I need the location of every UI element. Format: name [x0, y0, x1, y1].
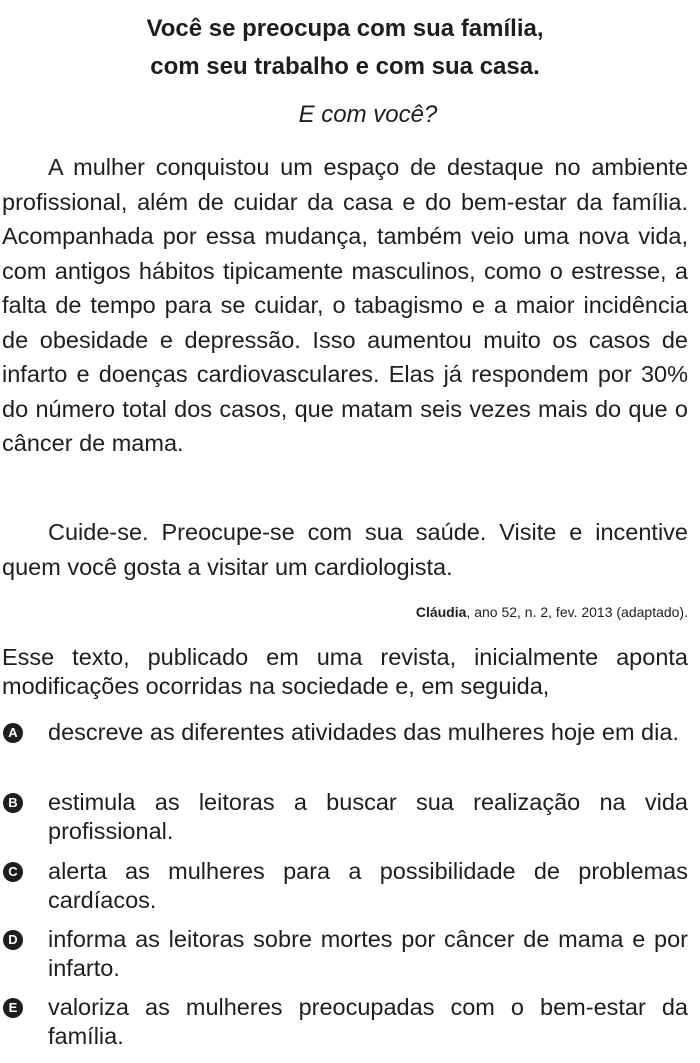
title-line-2: com seu trabalho e com sua casa.: [150, 53, 540, 80]
option-a-letter-badge: A: [3, 723, 23, 743]
option-b-text: estimula as leitoras a buscar sua realização na vida profissional.: [48, 789, 688, 844]
question-stem: Esse texto, publicado em uma revista, inicialmente aponta modificações ocorridas na sociedade e, em seguida,: [2, 644, 688, 699]
paragraph-2: Cuide-se. Preocupe-se com sua saúde. Visite e incentive quem você gosta a visitar um cardiologista.: [2, 519, 688, 580]
option-c-letter-badge: C: [3, 862, 23, 882]
title-line-1: Você se preocupa com sua família,: [146, 15, 544, 42]
option-b-letter-badge: B: [3, 793, 23, 813]
source-citation: [416, 602, 688, 622]
subtitle: E com você?: [298, 101, 438, 128]
source-publication: Cláudia: [415, 604, 467, 620]
option-d-text: informa as leitoras sobre mortes por câncer de mama e por infarto.: [48, 926, 688, 981]
option-e-text: valoriza as mulheres preocupadas com o bem-estar da família.: [48, 994, 688, 1049]
paragraph-1: A mulher conquistou um espaço de destaque no ambiente profissional, além de cuidar da casa e do bem-estar da família. Acompanhada por essa mudança, também veio uma nova vida, com antigos hábitos tipicamente masculinos, como o estresse, a falta de tempo para se cuidar, o tabagismo e a maior incidência de obesidade e depressão. Isso aumentou muito os casos de infarto e doenças cardiovasculares. Elas já respondem por 30% do número total dos casos, que matam seis vezes mais do que o câncer de mama.: [2, 154, 688, 456]
option-c-text: alerta as mulheres para a possibilidade de problemas cardíacos.: [48, 858, 688, 913]
option-a-text: descreve as diferentes atividades das mulheres hoje em dia.: [48, 719, 679, 745]
option-e-letter-badge: E: [3, 998, 23, 1018]
option-d-letter-badge: D: [3, 930, 23, 950]
source-details: , ano 52, n. 2, fev. 2013 (adaptado).: [466, 604, 688, 620]
